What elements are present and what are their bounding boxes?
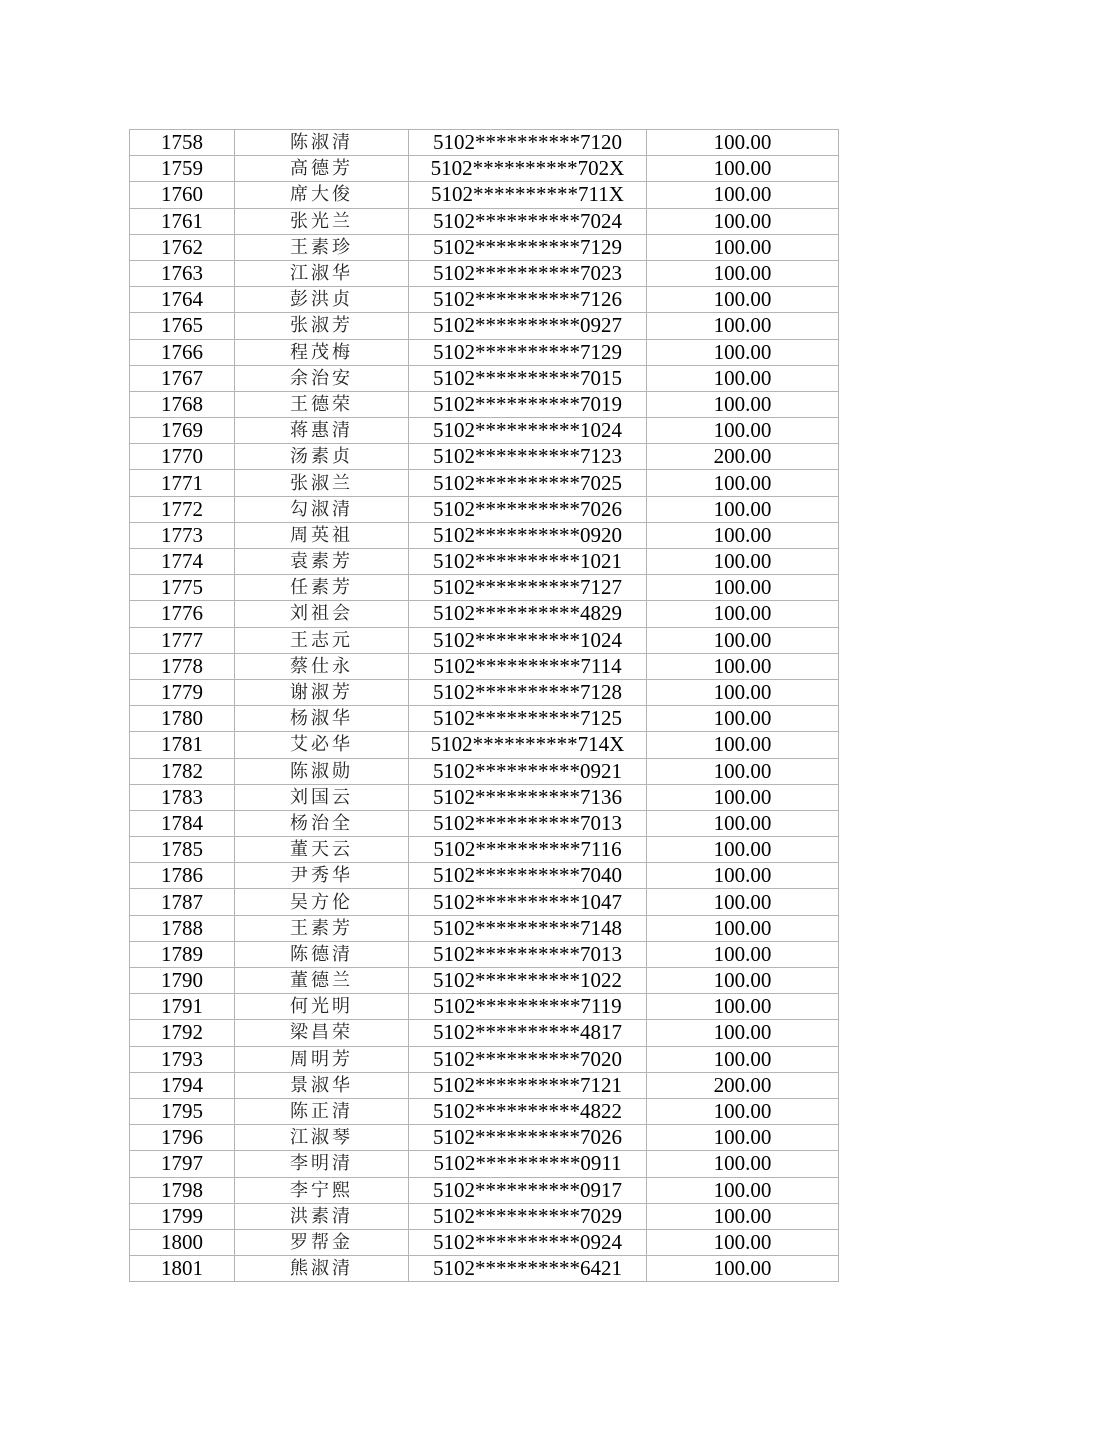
row-number-cell: 1791	[130, 994, 235, 1020]
id-number-cell: 5102**********0924	[409, 1229, 647, 1255]
amount-cell: 200.00	[647, 1072, 839, 1098]
table-row	[130, 549, 839, 575]
amount-cell: 100.00	[647, 915, 839, 941]
id-number-cell: 5102**********711X	[409, 182, 647, 208]
name-cell: 李明清	[235, 1151, 409, 1177]
name-cell: 何光明	[235, 994, 409, 1020]
table-row	[130, 496, 839, 522]
row-number-cell: 1795	[130, 1098, 235, 1124]
table-row	[130, 627, 839, 653]
table-row	[130, 156, 839, 182]
row-number-cell: 1766	[130, 339, 235, 365]
id-number-cell: 5102**********7125	[409, 706, 647, 732]
row-number-cell: 1792	[130, 1020, 235, 1046]
table-row	[130, 391, 839, 417]
table-row	[130, 653, 839, 679]
row-number-cell: 1774	[130, 549, 235, 575]
table-row	[130, 260, 839, 286]
amount-cell: 100.00	[647, 1177, 839, 1203]
id-number-cell: 5102**********7128	[409, 679, 647, 705]
row-number-cell: 1780	[130, 706, 235, 732]
row-number-cell: 1801	[130, 1256, 235, 1282]
name-cell: 张淑芳	[235, 313, 409, 339]
name-cell: 周明芳	[235, 1046, 409, 1072]
amount-cell: 100.00	[647, 287, 839, 313]
amount-cell: 100.00	[647, 549, 839, 575]
row-number-cell: 1785	[130, 837, 235, 863]
row-number-cell: 1787	[130, 889, 235, 915]
table-row	[130, 784, 839, 810]
amount-cell: 100.00	[647, 1046, 839, 1072]
amount-cell: 100.00	[647, 941, 839, 967]
name-cell: 谢淑芳	[235, 679, 409, 705]
table-row	[130, 575, 839, 601]
name-cell: 任素芳	[235, 575, 409, 601]
row-number-cell: 1759	[130, 156, 235, 182]
amount-cell: 100.00	[647, 208, 839, 234]
amount-cell: 100.00	[647, 706, 839, 732]
row-number-cell: 1793	[130, 1046, 235, 1072]
name-cell: 李宁熙	[235, 1177, 409, 1203]
name-cell: 勾淑清	[235, 496, 409, 522]
name-cell: 彭洪贞	[235, 287, 409, 313]
id-number-cell: 5102**********7025	[409, 470, 647, 496]
name-cell: 王素珍	[235, 234, 409, 260]
roster-table	[129, 129, 839, 1282]
amount-cell: 100.00	[647, 758, 839, 784]
amount-cell: 100.00	[647, 601, 839, 627]
table-row	[130, 1203, 839, 1229]
name-cell: 余治安	[235, 365, 409, 391]
amount-cell: 100.00	[647, 522, 839, 548]
roster-table-body	[130, 130, 839, 1282]
id-number-cell: 5102**********4822	[409, 1098, 647, 1124]
name-cell: 王德荣	[235, 391, 409, 417]
row-number-cell: 1783	[130, 784, 235, 810]
amount-cell: 100.00	[647, 313, 839, 339]
row-number-cell: 1784	[130, 810, 235, 836]
id-number-cell: 5102**********7026	[409, 496, 647, 522]
table-row	[130, 758, 839, 784]
id-number-cell: 5102**********7013	[409, 941, 647, 967]
name-cell: 张淑兰	[235, 470, 409, 496]
name-cell: 高德芳	[235, 156, 409, 182]
row-number-cell: 1762	[130, 234, 235, 260]
row-number-cell: 1772	[130, 496, 235, 522]
id-number-cell: 5102**********4829	[409, 601, 647, 627]
amount-cell: 100.00	[647, 130, 839, 156]
amount-cell: 100.00	[647, 889, 839, 915]
id-number-cell: 5102**********4817	[409, 1020, 647, 1046]
table-row	[130, 234, 839, 260]
name-cell: 程茂梅	[235, 339, 409, 365]
id-number-cell: 5102**********7029	[409, 1203, 647, 1229]
table-row	[130, 837, 839, 863]
row-number-cell: 1777	[130, 627, 235, 653]
name-cell: 江淑华	[235, 260, 409, 286]
name-cell: 陈淑勋	[235, 758, 409, 784]
id-number-cell: 5102**********7119	[409, 994, 647, 1020]
amount-cell: 100.00	[647, 418, 839, 444]
name-cell: 王素芳	[235, 915, 409, 941]
name-cell: 陈正清	[235, 1098, 409, 1124]
table-row	[130, 810, 839, 836]
row-number-cell: 1778	[130, 653, 235, 679]
row-number-cell: 1788	[130, 915, 235, 941]
amount-cell: 100.00	[647, 1098, 839, 1124]
row-number-cell: 1786	[130, 863, 235, 889]
id-number-cell: 5102**********1024	[409, 418, 647, 444]
id-number-cell: 5102**********0921	[409, 758, 647, 784]
amount-cell: 100.00	[647, 1203, 839, 1229]
name-cell: 汤素贞	[235, 444, 409, 470]
name-cell: 梁昌荣	[235, 1020, 409, 1046]
id-number-cell: 5102**********0917	[409, 1177, 647, 1203]
amount-cell: 100.00	[647, 260, 839, 286]
id-number-cell: 5102**********7026	[409, 1125, 647, 1151]
table-row	[130, 339, 839, 365]
amount-cell: 100.00	[647, 784, 839, 810]
table-row	[130, 130, 839, 156]
id-number-cell: 5102**********0920	[409, 522, 647, 548]
id-number-cell: 5102**********7136	[409, 784, 647, 810]
table-row	[130, 1177, 839, 1203]
row-number-cell: 1768	[130, 391, 235, 417]
amount-cell: 100.00	[647, 627, 839, 653]
name-cell: 尹秀华	[235, 863, 409, 889]
amount-cell: 100.00	[647, 653, 839, 679]
table-row	[130, 601, 839, 627]
table-row	[130, 706, 839, 732]
id-number-cell: 5102**********7020	[409, 1046, 647, 1072]
name-cell: 蔡仕永	[235, 653, 409, 679]
row-number-cell: 1798	[130, 1177, 235, 1203]
id-number-cell: 5102**********7120	[409, 130, 647, 156]
id-number-cell: 5102**********7148	[409, 915, 647, 941]
name-cell: 熊淑清	[235, 1256, 409, 1282]
amount-cell: 100.00	[647, 156, 839, 182]
id-number-cell: 5102**********7116	[409, 837, 647, 863]
name-cell: 吴方伦	[235, 889, 409, 915]
amount-cell: 100.00	[647, 994, 839, 1020]
name-cell: 陈德清	[235, 941, 409, 967]
row-number-cell: 1781	[130, 732, 235, 758]
id-number-cell: 5102**********7127	[409, 575, 647, 601]
row-number-cell: 1782	[130, 758, 235, 784]
table-row	[130, 968, 839, 994]
amount-cell: 100.00	[647, 1229, 839, 1255]
row-number-cell: 1761	[130, 208, 235, 234]
table-row	[130, 1098, 839, 1124]
table-row	[130, 1072, 839, 1098]
row-number-cell: 1765	[130, 313, 235, 339]
table-row	[130, 732, 839, 758]
amount-cell: 100.00	[647, 968, 839, 994]
row-number-cell: 1764	[130, 287, 235, 313]
id-number-cell: 5102**********702X	[409, 156, 647, 182]
id-number-cell: 5102**********7123	[409, 444, 647, 470]
amount-cell: 100.00	[647, 863, 839, 889]
table-row	[130, 470, 839, 496]
row-number-cell: 1790	[130, 968, 235, 994]
amount-cell: 100.00	[647, 1125, 839, 1151]
id-number-cell: 5102**********7015	[409, 365, 647, 391]
table-row	[130, 1046, 839, 1072]
table-row	[130, 1125, 839, 1151]
row-number-cell: 1794	[130, 1072, 235, 1098]
name-cell: 席大俊	[235, 182, 409, 208]
row-number-cell: 1796	[130, 1125, 235, 1151]
table-row	[130, 444, 839, 470]
table-row	[130, 1151, 839, 1177]
table-row	[130, 679, 839, 705]
id-number-cell: 5102**********1022	[409, 968, 647, 994]
id-number-cell: 5102**********1021	[409, 549, 647, 575]
table-row	[130, 287, 839, 313]
amount-cell: 100.00	[647, 470, 839, 496]
id-number-cell: 5102**********7129	[409, 234, 647, 260]
amount-cell: 100.00	[647, 732, 839, 758]
table-row	[130, 863, 839, 889]
table-row	[130, 418, 839, 444]
id-number-cell: 5102**********6421	[409, 1256, 647, 1282]
name-cell: 罗帮金	[235, 1229, 409, 1255]
row-number-cell: 1789	[130, 941, 235, 967]
table-row	[130, 313, 839, 339]
id-number-cell: 5102**********7019	[409, 391, 647, 417]
amount-cell: 100.00	[647, 1020, 839, 1046]
table-row	[130, 365, 839, 391]
name-cell: 王志元	[235, 627, 409, 653]
name-cell: 刘祖会	[235, 601, 409, 627]
id-number-cell: 5102**********714X	[409, 732, 647, 758]
id-number-cell: 5102**********7129	[409, 339, 647, 365]
row-number-cell: 1760	[130, 182, 235, 208]
amount-cell: 100.00	[647, 234, 839, 260]
table-row	[130, 915, 839, 941]
amount-cell: 100.00	[647, 1151, 839, 1177]
name-cell: 周英祖	[235, 522, 409, 548]
name-cell: 景淑华	[235, 1072, 409, 1098]
id-number-cell: 5102**********7121	[409, 1072, 647, 1098]
name-cell: 董天云	[235, 837, 409, 863]
row-number-cell: 1763	[130, 260, 235, 286]
id-number-cell: 5102**********1047	[409, 889, 647, 915]
table-row	[130, 1256, 839, 1282]
id-number-cell: 5102**********0911	[409, 1151, 647, 1177]
row-number-cell: 1770	[130, 444, 235, 470]
row-number-cell: 1769	[130, 418, 235, 444]
name-cell: 江淑琴	[235, 1125, 409, 1151]
amount-cell: 100.00	[647, 810, 839, 836]
amount-cell: 100.00	[647, 837, 839, 863]
name-cell: 刘国云	[235, 784, 409, 810]
id-number-cell: 5102**********7024	[409, 208, 647, 234]
id-number-cell: 5102**********7013	[409, 810, 647, 836]
name-cell: 艾必华	[235, 732, 409, 758]
amount-cell: 100.00	[647, 339, 839, 365]
row-number-cell: 1776	[130, 601, 235, 627]
row-number-cell: 1797	[130, 1151, 235, 1177]
id-number-cell: 5102**********1024	[409, 627, 647, 653]
row-number-cell: 1773	[130, 522, 235, 548]
table-row	[130, 941, 839, 967]
row-number-cell: 1775	[130, 575, 235, 601]
name-cell: 张光兰	[235, 208, 409, 234]
row-number-cell: 1799	[130, 1203, 235, 1229]
amount-cell: 100.00	[647, 182, 839, 208]
id-number-cell: 5102**********7040	[409, 863, 647, 889]
table-row	[130, 208, 839, 234]
amount-cell: 100.00	[647, 575, 839, 601]
amount-cell: 100.00	[647, 1256, 839, 1282]
id-number-cell: 5102**********7114	[409, 653, 647, 679]
id-number-cell: 5102**********7023	[409, 260, 647, 286]
table-row	[130, 889, 839, 915]
table-row	[130, 182, 839, 208]
amount-cell: 100.00	[647, 496, 839, 522]
name-cell: 蒋惠清	[235, 418, 409, 444]
table-row	[130, 522, 839, 548]
id-number-cell: 5102**********7126	[409, 287, 647, 313]
name-cell: 杨治全	[235, 810, 409, 836]
row-number-cell: 1758	[130, 130, 235, 156]
row-number-cell: 1767	[130, 365, 235, 391]
name-cell: 董德兰	[235, 968, 409, 994]
name-cell: 陈淑清	[235, 130, 409, 156]
amount-cell: 100.00	[647, 391, 839, 417]
name-cell: 杨淑华	[235, 706, 409, 732]
table-row	[130, 994, 839, 1020]
amount-cell: 100.00	[647, 365, 839, 391]
id-number-cell: 5102**********0927	[409, 313, 647, 339]
name-cell: 袁素芳	[235, 549, 409, 575]
row-number-cell: 1779	[130, 679, 235, 705]
name-cell: 洪素清	[235, 1203, 409, 1229]
amount-cell: 100.00	[647, 679, 839, 705]
table-row	[130, 1020, 839, 1046]
amount-cell: 200.00	[647, 444, 839, 470]
table-row	[130, 1229, 839, 1255]
row-number-cell: 1800	[130, 1229, 235, 1255]
row-number-cell: 1771	[130, 470, 235, 496]
